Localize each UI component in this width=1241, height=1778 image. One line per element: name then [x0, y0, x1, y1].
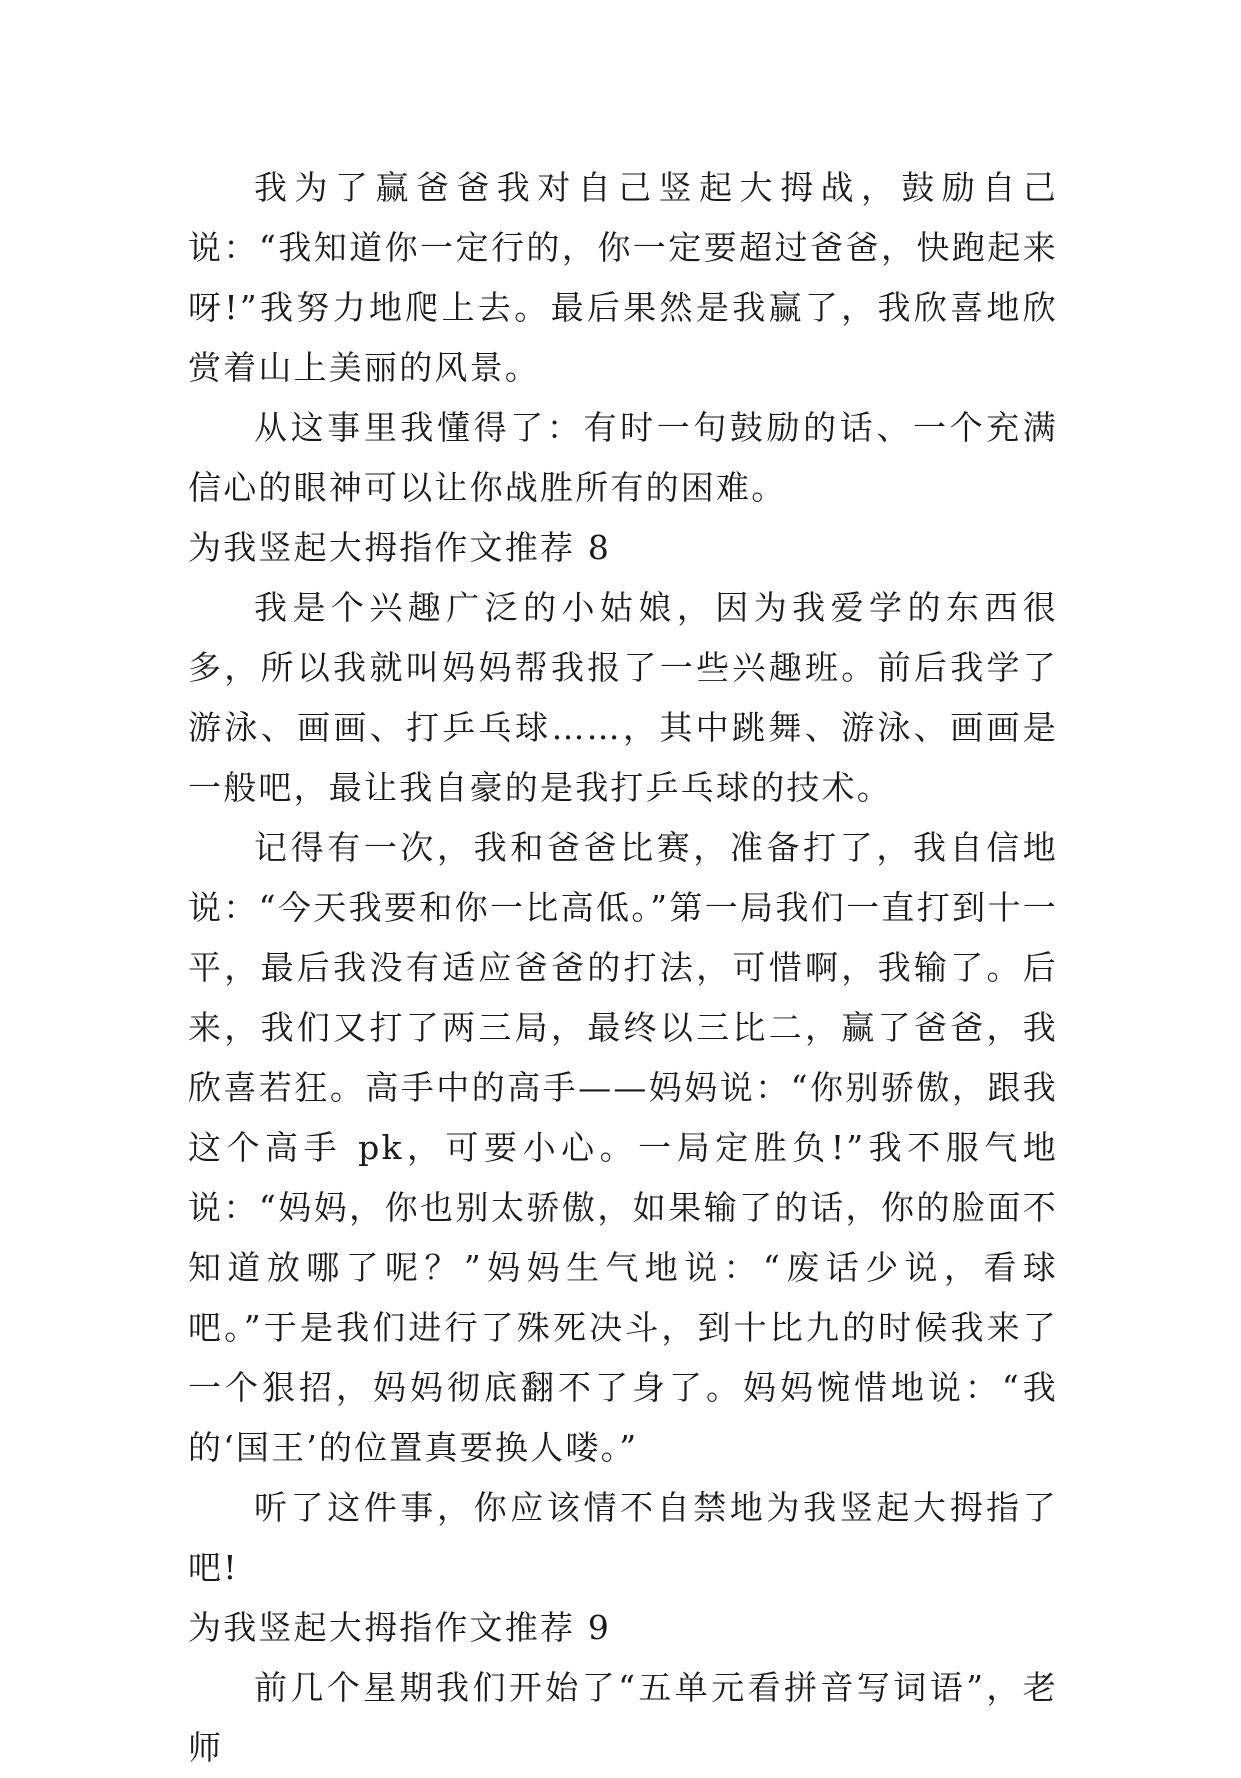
paragraph: 我为了赢爸爸我对自己竖起大拇战，鼓励自己说：“我知道你一定行的，你一定要超过爸爸，快跑起来呀!”我努力地爬上去。最后果然是我赢了，我欣喜地欣赏着山上美丽的风景。 — [188, 168, 1058, 387]
section-heading: 为我竖起大拇指作文推荐 9 — [188, 1608, 612, 1647]
paragraph: 听了这件事，你应该情不自禁地为我竖起大拇指了吧! — [188, 1488, 1058, 1587]
section-heading: 为我竖起大拇指作文推荐 8 — [188, 528, 612, 567]
paragraph: 前几个星期我们开始了“五单元看拼音写词语”，老师 — [188, 1668, 1058, 1767]
document-body — [188, 158, 1058, 1778]
paragraph: 我是个兴趣广泛的小姑娘，因为我爱学的东西很多，所以我就叫妈妈帮我报了一些兴趣班。前后我学了游泳、画画、打乒乓球……，其中跳舞、游泳、画画是一般吧，最让我自豪的是我打乒乓球的技术。 — [188, 588, 1058, 807]
paragraph: 从这事里我懂得了：有时一句鼓励的话、一个充满信心的眼神可以让你战胜所有的困难。 — [188, 408, 1058, 507]
paragraph: 记得有一次，我和爸爸比赛，准备打了，我自信地说：“今天我要和你一比高低。”第一局我们一直打到十一平，最后我没有适应爸爸的打法，可惜啊，我输了。后来，我们又打了两三局，最终以三比二，赢了爸爸，我欣喜若狂。高手中的高手——妈妈说：“你别骄傲，跟我这个高手 pk，可要小心。一局定胜负!”我不服气地说：“妈妈，你也别太骄傲，如果输了的话，你的脸面不知道放哪了呢？”妈妈生气地说：“废话少说，看球吧。”于是我们进行了殊死决斗，到十比九的时候我来了一个狠招，妈妈彻底翻不了身了。妈妈惋惜地说：“我的‘国王’的位置真要换人喽。” — [188, 828, 1058, 1467]
